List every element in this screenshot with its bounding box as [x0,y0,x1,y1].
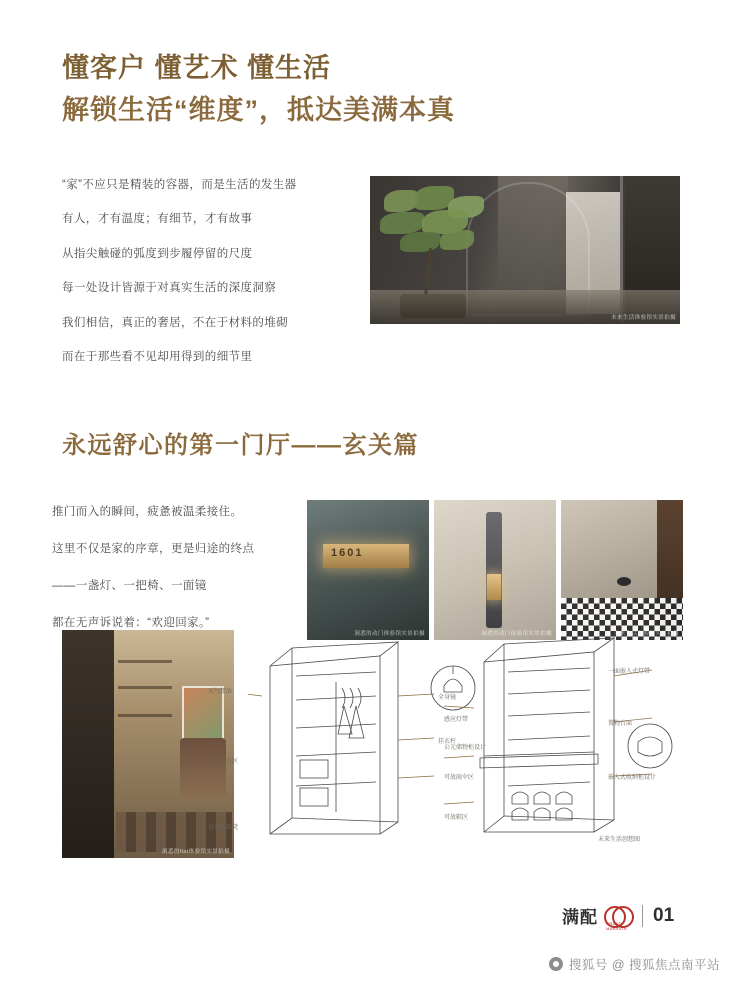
entryway-sketch-group [208,636,688,866]
planter [400,294,466,318]
sketch-label: 公元储物柜设计 [444,745,487,751]
page-number: 01 [653,904,675,926]
intro-line: 我们相信，真正的奢居，不在于材料的堆砌 [62,316,289,329]
sketch-label: 可放鞋区 [444,815,469,821]
watermark [549,955,720,973]
watermark-text: 搜狐号 @ 搜狐焦点南平站 [568,958,720,972]
entry-door [62,630,114,858]
photo-caption: 未来生活体验馆实景拍摄 [611,315,676,321]
seal-subtext: GRAND MANSION [606,920,627,931]
hanging-clothes [180,738,226,800]
photo-caption: 洞悉的动门体验馆实景拍摄 [354,631,425,637]
brand-name: 满配 [562,908,598,927]
sketch-label: 可挂大衣区 [208,759,239,765]
sketch-label: 挂衣杆 [438,739,457,745]
entry-panel-photo [434,500,556,640]
photo-caption: 未来生活体验馆实景拍摄 [614,631,679,637]
intro-line: 每一处设计皆源于对真实生活的深度洞察 [62,282,277,295]
headline-primary: 懂客户 懂艺术 懂生活 [62,53,332,83]
headline-block [62,48,682,132]
sohu-icon [549,957,563,971]
panel-glow [487,574,501,600]
sketch-label: 一面嵌入式灯带 [608,669,651,675]
photo-caption: 洞悉的动门体验馆实景拍摄 [481,631,552,637]
entryway-line: 这里不仅是家的序章，更是归途的终点 [52,542,255,555]
sketch-label: 嵌入式收纳柜设计 [608,775,657,781]
entry-niche-photo [307,500,429,640]
intro-line: “家”不应只是精装的容器，而是生活的发生器 [62,179,297,191]
brand-seal-icon [604,905,632,931]
sketch-label: 感应灯带 [444,717,469,723]
section-heading-entryway: 永远舒心的第一门厅——玄关篇 [62,432,419,459]
sketch-label: 全身镜 [438,695,457,701]
sketch-caption: 未来生活创想图 [598,837,641,843]
vertical-panel [486,512,502,628]
hero-corridor-photo [370,176,680,324]
house-number-label: 1601 [331,547,364,559]
intro-paragraph [62,178,352,384]
entryway-line: 都在无声诉说着：“欢迎回家。” [52,616,210,629]
entryway-line: 推门而入的瞬间，疲惫被温柔接住。 [52,506,243,518]
entryway-line: ——一盏灯、一把椅、一面镜 [52,579,207,592]
entry-floor-photo [561,500,683,640]
sketch-label: 置物台面 [608,721,633,727]
sketch-label: 可放雨伞区 [444,775,475,781]
intro-line: 有人，才有温度；有细节，才有故事 [62,213,253,226]
footer-brand [562,903,675,931]
headline-secondary: 解锁生活“维度”，抵达美满本真 [62,94,455,125]
sketch-label: 灭气摆放 [208,689,233,695]
entry-photo-strip [307,500,683,640]
floor-accent [617,577,631,586]
intro-line: 而在于那些看不见却用得到的细节里 [62,350,253,363]
sketch-label: 设置换鞋凳 [208,825,239,831]
shoe-rack [116,812,232,852]
photo-caption: 洞悉的flat体验馆实景拍摄 [162,849,230,855]
footer-divider [642,905,643,927]
intro-line: 从指尖触碰的弧度到步履停留的尺度 [62,247,253,260]
